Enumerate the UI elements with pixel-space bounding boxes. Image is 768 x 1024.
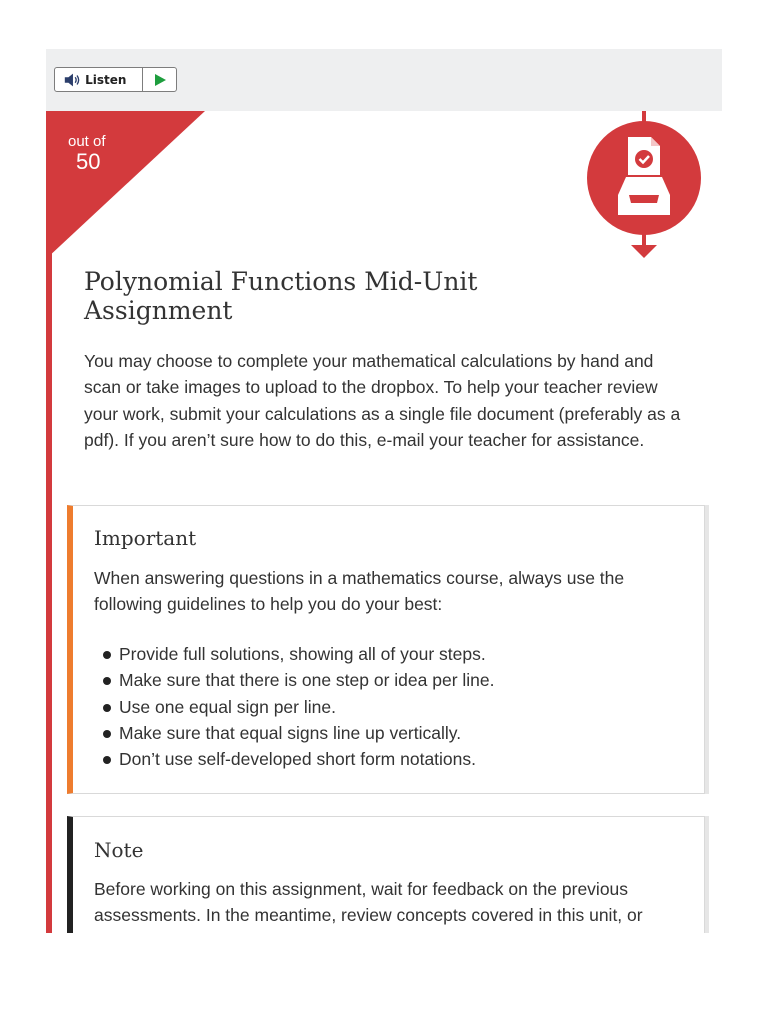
- bullet-icon: [103, 730, 111, 738]
- bullet-icon: [103, 756, 111, 764]
- important-callout: [67, 505, 705, 794]
- left-accent-bar: [46, 189, 52, 933]
- page-title: Polynomial Functions Mid-Unit Assignment: [84, 267, 478, 325]
- note-callout: [67, 816, 705, 933]
- list-item: [94, 720, 684, 746]
- list-item: [94, 746, 684, 772]
- list-item: [94, 694, 684, 720]
- list-item-text: Provide full solutions, showing all of your steps.: [119, 644, 486, 664]
- list-item: [94, 641, 684, 667]
- play-button[interactable]: [143, 68, 176, 91]
- list-item: [94, 667, 684, 693]
- listen-button[interactable]: [54, 67, 177, 92]
- bullet-icon: [103, 651, 111, 659]
- bullet-icon: [103, 704, 111, 712]
- list-item-text: Make sure that there is one step or idea per line.: [119, 670, 495, 691]
- bullet-icon: [103, 677, 111, 685]
- list-item-text: Make sure that equal signs line up vertically.: [119, 722, 462, 743]
- play-icon: [154, 74, 166, 86]
- important-text: When answering questions in a mathematics course, always use the following guidelines to help you do your best:: [94, 568, 625, 615]
- intro-paragraph: You may choose to complete your mathematical calculations by hand and scan or take images to upload to the dropbox. To help your teacher review your work, submit your calculations as a single file document (preferably as a pdf). If you aren’t sure how to do this, e-mail your teacher for assistance.: [84, 351, 681, 450]
- speaker-icon: [63, 72, 81, 88]
- important-heading: Important: [94, 526, 197, 550]
- note-heading: Note: [94, 838, 144, 862]
- dropbox-submit-icon: [586, 111, 704, 261]
- list-item-text: Don’t use self-developed short form notations.: [119, 749, 476, 770]
- assignment-page: [46, 49, 722, 933]
- listen-label: Listen: [85, 72, 127, 87]
- score-out-of-label: out of: [68, 133, 106, 150]
- guidelines-list: [94, 641, 684, 772]
- toolbar: [46, 49, 722, 111]
- note-text: Before working on this assignment, wait for feedback on the previous assessments. In the meantime, review concepts covered in this unit, or: [94, 879, 643, 926]
- score-points: 50: [76, 149, 101, 174]
- list-item-text: Use one equal sign per line.: [119, 696, 336, 717]
